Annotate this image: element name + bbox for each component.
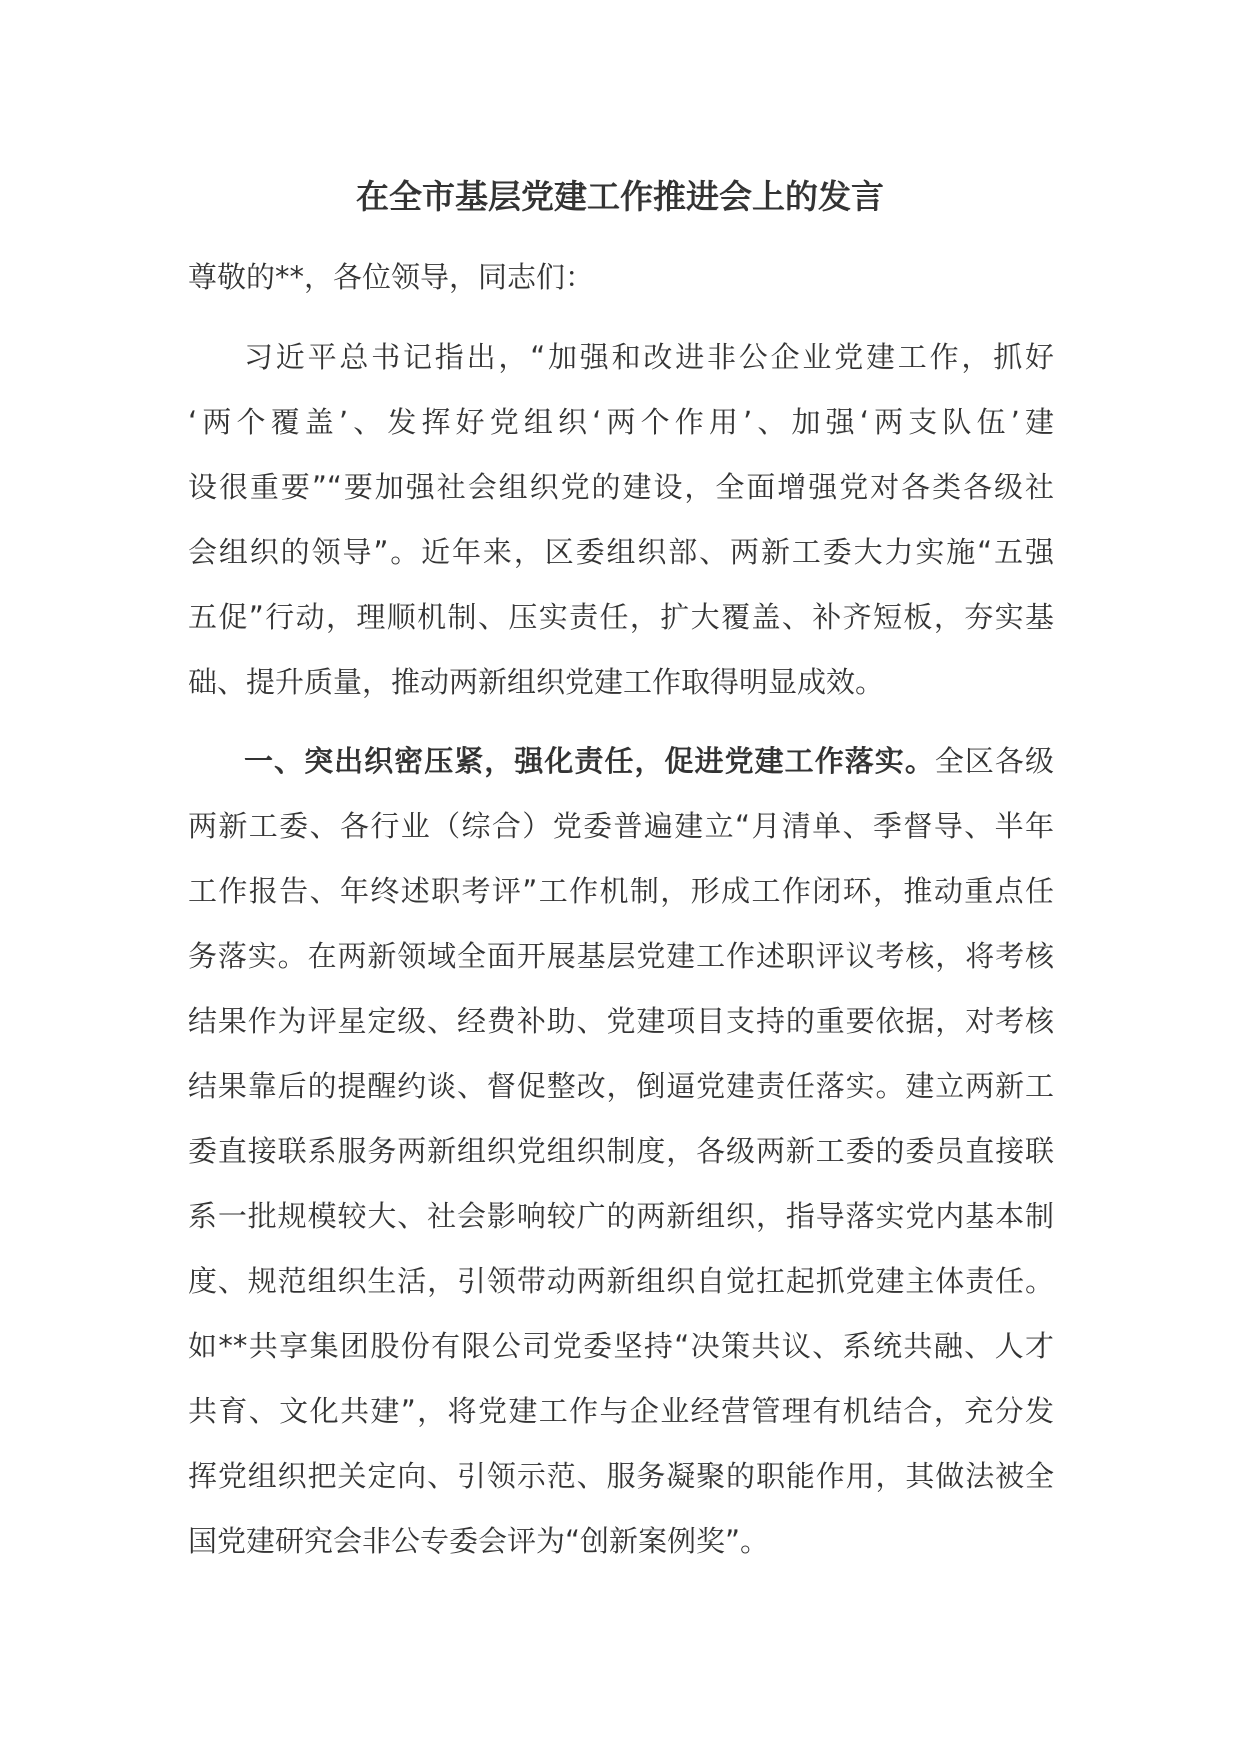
paragraph-line: 础、提升质量，推动两新组织党建工作取得明显成效。 <box>188 665 885 699</box>
greeting-text: 尊敬的**，各位领导，同志们： <box>188 260 595 294</box>
paragraph-line: 系一批规模较大、社会影响较广的两新组织，指导落实党内基本制 <box>188 1199 1054 1233</box>
paragraph-line: 工作报告、年终述职考评”工作机制，形成工作闭环，推动重点任 <box>188 874 1054 908</box>
paragraph-line: 共育、文化共建”，将党建工作与企业经营管理有机结合，充分发 <box>188 1394 1054 1428</box>
paragraph-line: 国党建研究会非公专委会评为“创新案例奖”。 <box>188 1524 770 1558</box>
document-title: 在全市基层党建工作推进会上的发言 <box>356 177 884 216</box>
paragraph-line: 结果靠后的提醒约谈、督促整改，倒逼党建责任落实。建立两新工 <box>188 1069 1054 1103</box>
paragraph-line: 设很重要”“要加强社会组织党的建设，全面增强党对各类各级社 <box>188 470 1054 504</box>
paragraph-intro <box>188 325 1054 715</box>
paragraph-line: 习近平总书记指出，“加强和改进非公企业党建工作，抓好 <box>244 340 1054 374</box>
paragraph-line: 会组织的领导”。近年来，区委组织部、两新工委大力实施“五强 <box>188 535 1054 569</box>
paragraph-line: 如**共享集团股份有限公司党委坚持“决策共议、系统共融、人才 <box>188 1329 1054 1363</box>
paragraph-line: 度、规范组织生活，引领带动两新组织自觉扛起抓党建主体责任。 <box>188 1264 1054 1298</box>
paragraph-line: ‘两个覆盖’、发挥好党组织‘两个作用’、加强‘两支队伍’建 <box>188 405 1054 439</box>
paragraph-line: 务落实。在两新领域全面开展基层党建工作述职评议考核，将考核 <box>188 939 1054 973</box>
paragraph-text: 全区各级 <box>934 744 1054 778</box>
paragraph-section-one <box>188 729 1054 1574</box>
section-heading: 一、突出织密压紧，强化责任，促进党建工作落实。 <box>244 744 935 778</box>
paragraph-line: 两新工委、各行业（综合）党委普遍建立“月清单、季督导、半年 <box>188 809 1054 843</box>
paragraph-line: 挥党组织把关定向、引领示范、服务凝聚的职能作用，其做法被全 <box>188 1459 1054 1493</box>
paragraph-line: 委直接联系服务两新组织党组织制度，各级两新工委的委员直接联 <box>188 1134 1054 1168</box>
paragraph-line: 五促”行动，理顺机制、压实责任，扩大覆盖、补齐短板，夯实基 <box>188 600 1054 634</box>
paragraph-first-line <box>188 729 1054 794</box>
paragraph-line: 结果作为评星定级、经费补助、党建项目支持的重要依据，对考核 <box>188 1004 1054 1038</box>
greeting <box>188 245 1054 310</box>
